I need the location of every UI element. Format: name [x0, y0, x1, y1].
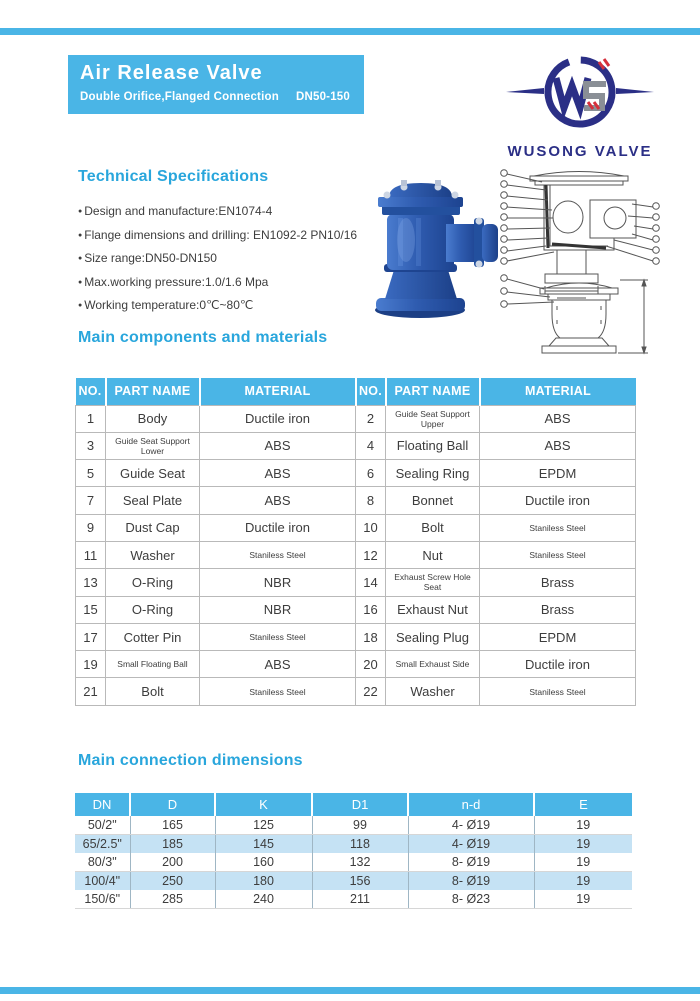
- component-cell: Nut: [386, 541, 480, 568]
- dimension-cell: 160: [215, 853, 312, 872]
- component-cell: Ductile iron: [200, 405, 356, 432]
- component-cell: Staniless Steel: [480, 541, 636, 568]
- dimension-cell: 19: [534, 835, 632, 854]
- component-column-header: NO.: [76, 378, 106, 405]
- component-column-header: NO.: [356, 378, 386, 405]
- component-cell: Staniless Steel: [200, 678, 356, 705]
- components-heading: Main components and materials: [78, 329, 328, 346]
- dimension-cell: 19: [534, 853, 632, 872]
- component-cell: Guide Seat: [106, 460, 200, 487]
- component-cell: Ductile iron: [200, 514, 356, 541]
- component-row: [76, 678, 636, 705]
- component-cell: Brass: [480, 569, 636, 596]
- dimension-cell: 4- Ø19: [408, 835, 534, 854]
- dimension-cell: 19: [534, 890, 632, 909]
- component-row: [76, 541, 636, 568]
- component-cell: 7: [76, 487, 106, 514]
- component-column-header: PART NAME: [386, 378, 480, 405]
- component-row: [76, 460, 636, 487]
- component-column-header: PART NAME: [106, 378, 200, 405]
- component-cell: 15: [76, 596, 106, 623]
- dimension-cell: 240: [215, 890, 312, 909]
- component-cell: Ductile iron: [480, 487, 636, 514]
- components-header-row: [76, 378, 636, 405]
- component-cell: NBR: [200, 596, 356, 623]
- component-cell: 22: [356, 678, 386, 705]
- component-cell: 19: [76, 651, 106, 678]
- dimension-column-header: E: [534, 793, 632, 816]
- component-cell: Dust Cap: [106, 514, 200, 541]
- dimension-cell: 100/4": [75, 872, 130, 891]
- component-cell: O-Ring: [106, 596, 200, 623]
- dimension-column-header: K: [215, 793, 312, 816]
- component-cell: 8: [356, 487, 386, 514]
- valve-product-photo: [338, 172, 506, 324]
- dimensions-header-row: [75, 793, 632, 816]
- component-cell: 20: [356, 651, 386, 678]
- bottom-page-rule: [0, 987, 700, 994]
- component-cell: Staniless Steel: [480, 514, 636, 541]
- component-cell: Small Exhaust Side: [386, 651, 480, 678]
- dimension-cell: 165: [130, 816, 215, 835]
- component-row: [76, 596, 636, 623]
- dimension-cell: 125: [215, 816, 312, 835]
- dimension-cell: 8- Ø23: [408, 890, 534, 909]
- company-logo: [498, 52, 662, 158]
- component-cell: EPDM: [480, 623, 636, 650]
- component-cell: 1: [76, 405, 106, 432]
- dimension-cell: 132: [312, 853, 408, 872]
- product-header: [68, 55, 364, 114]
- dimension-cell: 250: [130, 872, 215, 891]
- component-cell: Sealing Ring: [386, 460, 480, 487]
- spec-item: ● Design and manufacture:EN1074-4: [78, 200, 348, 224]
- component-cell: 16: [356, 596, 386, 623]
- component-cell: 9: [76, 514, 106, 541]
- component-row: [76, 487, 636, 514]
- component-cell: ABS: [480, 405, 636, 432]
- component-cell: 4: [356, 432, 386, 459]
- dimension-cell: 118: [312, 835, 408, 854]
- component-cell: Exhaust Nut: [386, 596, 480, 623]
- component-cell: ABS: [200, 460, 356, 487]
- component-cell: Small Floating Ball: [106, 651, 200, 678]
- component-cell: Exhaust Screw Hole Seat: [386, 569, 480, 596]
- dimension-cell: 99: [312, 816, 408, 835]
- component-cell: Ductile iron: [480, 651, 636, 678]
- dimension-column-header: n-d: [408, 793, 534, 816]
- component-row: [76, 514, 636, 541]
- dimension-cell: 50/2": [75, 816, 130, 835]
- component-cell: Bolt: [386, 514, 480, 541]
- dimensions-table: [75, 793, 632, 909]
- product-size-range: DN50-150: [295, 91, 350, 103]
- component-cell: 13: [76, 569, 106, 596]
- tech-specs-heading: Technical Specifications: [78, 168, 269, 185]
- dimension-cell: 8- Ø19: [408, 853, 534, 872]
- component-cell: 2: [356, 405, 386, 432]
- dimension-column-header: D1: [312, 793, 408, 816]
- dimension-row: [75, 816, 632, 835]
- dimension-cell: 80/3": [75, 853, 130, 872]
- dimension-cell: 8- Ø19: [408, 872, 534, 891]
- valve-technical-drawing: [494, 160, 666, 358]
- component-cell: Seal Plate: [106, 487, 200, 514]
- dimension-cell: 185: [130, 835, 215, 854]
- component-cell: ABS: [200, 487, 356, 514]
- component-row: [76, 569, 636, 596]
- dimensions-heading: Main connection dimensions: [78, 752, 303, 769]
- tech-specs-list: [78, 200, 358, 318]
- component-row: [76, 405, 636, 432]
- component-cell: O-Ring: [106, 569, 200, 596]
- dimension-row: [75, 835, 632, 854]
- dimension-column-header: D: [130, 793, 215, 816]
- top-page-rule: [0, 28, 700, 35]
- component-cell: ABS: [200, 651, 356, 678]
- spec-item: ● Flange dimensions and drilling: EN1092-2 PN10/16: [78, 224, 348, 248]
- dimension-row: [75, 872, 632, 891]
- dimension-row: [75, 853, 632, 872]
- logo-mark-icon: [498, 52, 662, 136]
- dimension-cell: 150/6": [75, 890, 130, 909]
- component-cell: Bolt: [106, 678, 200, 705]
- component-cell: 11: [76, 541, 106, 568]
- component-cell: Staniless Steel: [200, 623, 356, 650]
- components-table: [75, 378, 636, 706]
- dimension-row: [75, 890, 632, 909]
- component-cell: 5: [76, 460, 106, 487]
- component-column-header: MATERIAL: [200, 378, 356, 405]
- component-cell: Staniless Steel: [480, 678, 636, 705]
- component-cell: Bonnet: [386, 487, 480, 514]
- component-cell: NBR: [200, 569, 356, 596]
- component-cell: 6: [356, 460, 386, 487]
- dimension-cell: 180: [215, 872, 312, 891]
- component-column-header: MATERIAL: [480, 378, 636, 405]
- dimension-cell: 285: [130, 890, 215, 909]
- component-row: [76, 432, 636, 459]
- component-row: [76, 651, 636, 678]
- component-cell: 10: [356, 514, 386, 541]
- component-cell: Body: [106, 405, 200, 432]
- dimension-column-header: DN: [75, 793, 130, 816]
- spec-item: ● Max.working pressure:1.0/1.6 Mpa: [78, 271, 348, 295]
- product-subtitle: Double Orifice,Flanged Connection: [80, 91, 279, 103]
- component-cell: Guide Seat Support Lower: [106, 432, 200, 459]
- dimension-cell: 211: [312, 890, 408, 909]
- component-cell: Cotter Pin: [106, 623, 200, 650]
- dimension-cell: 19: [534, 816, 632, 835]
- component-row: [76, 623, 636, 650]
- component-cell: Floating Ball: [386, 432, 480, 459]
- component-cell: Washer: [386, 678, 480, 705]
- component-cell: Washer: [106, 541, 200, 568]
- component-cell: ABS: [200, 432, 356, 459]
- dimension-cell: 65/2.5": [75, 835, 130, 854]
- component-cell: 12: [356, 541, 386, 568]
- component-cell: Guide Seat Support Upper: [386, 405, 480, 432]
- component-cell: ABS: [480, 432, 636, 459]
- dimension-cell: 19: [534, 872, 632, 891]
- component-cell: 14: [356, 569, 386, 596]
- component-cell: 21: [76, 678, 106, 705]
- component-cell: EPDM: [480, 460, 636, 487]
- product-title: Air Release Valve: [80, 62, 263, 84]
- spec-item: ● Working temperature:0℃~80℃: [78, 294, 348, 318]
- component-cell: 18: [356, 623, 386, 650]
- component-cell: Sealing Plug: [386, 623, 480, 650]
- spec-item: ● Size range:DN50-DN150: [78, 247, 348, 271]
- dimension-cell: 200: [130, 853, 215, 872]
- component-cell: Staniless Steel: [200, 541, 356, 568]
- brand-name: WUSONG VALVE: [507, 143, 653, 160]
- dimension-cell: 145: [215, 835, 312, 854]
- dimension-cell: 4- Ø19: [408, 816, 534, 835]
- component-cell: 3: [76, 432, 106, 459]
- dimension-cell: 156: [312, 872, 408, 891]
- component-cell: Brass: [480, 596, 636, 623]
- component-cell: 17: [76, 623, 106, 650]
